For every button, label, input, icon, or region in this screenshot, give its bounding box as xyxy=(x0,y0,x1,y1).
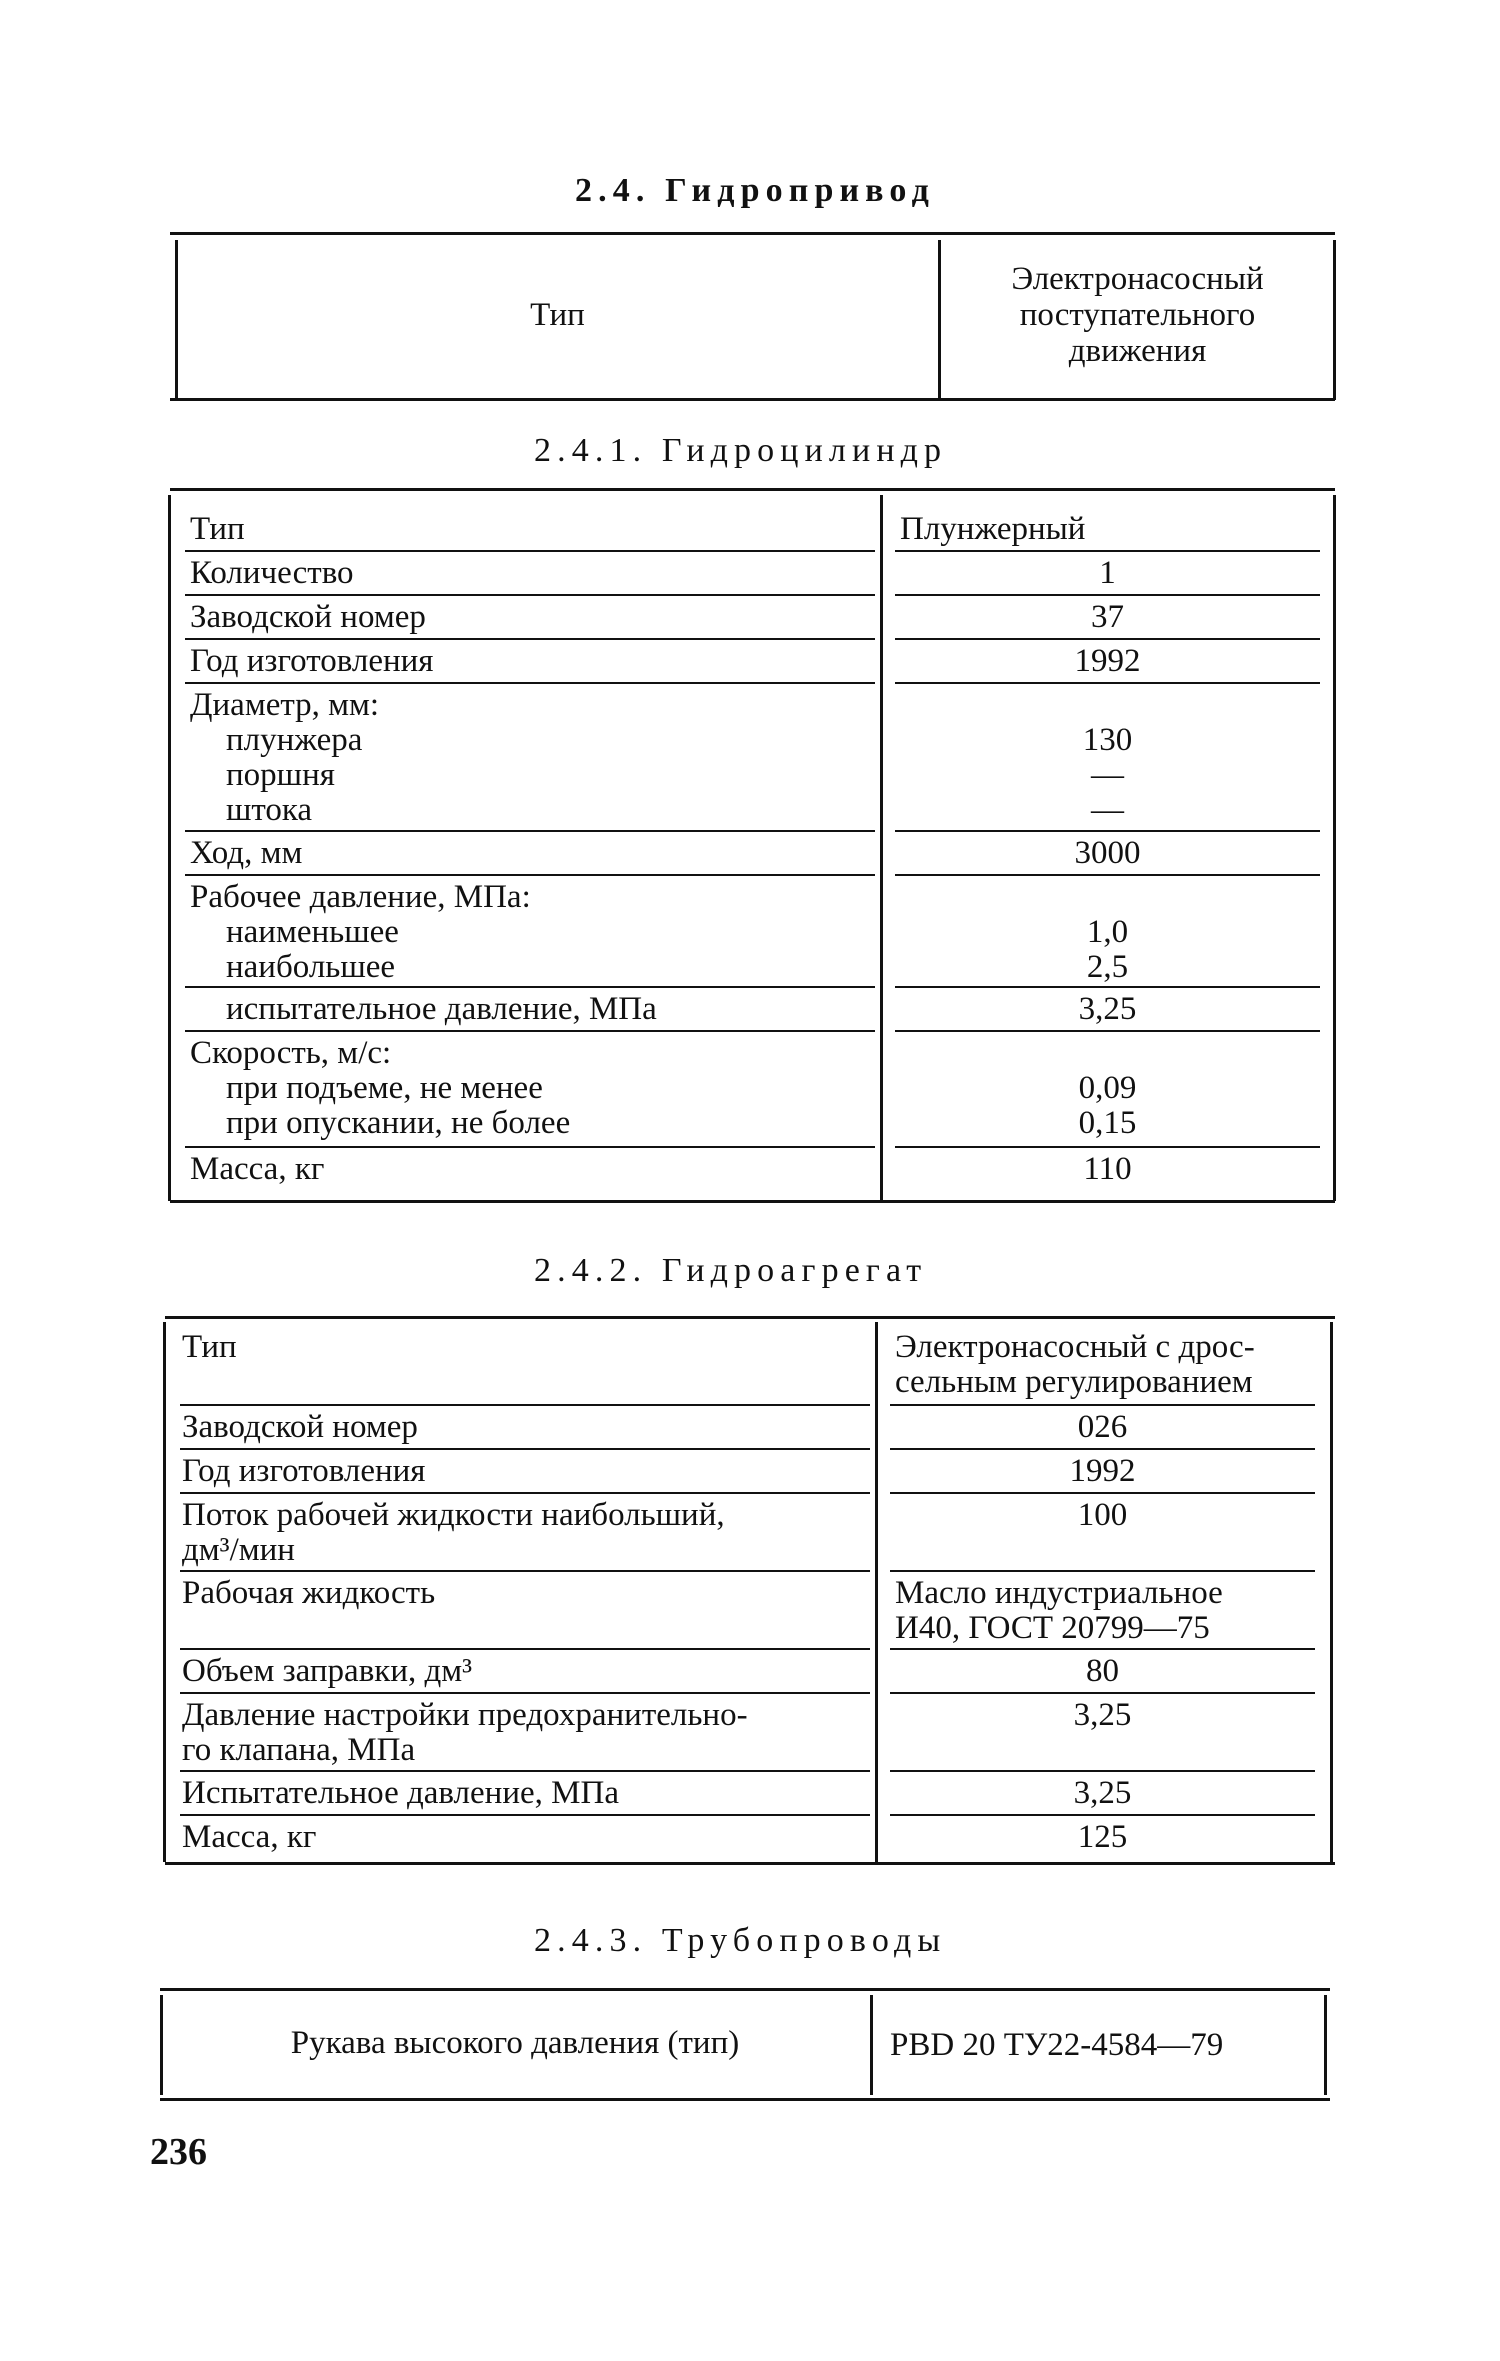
row-diameter-rod-value: — xyxy=(1091,792,1124,828)
row-test-pressure-value: 3,25 xyxy=(1078,991,1137,1027)
unit-mass-label: Масса, кг xyxy=(182,1819,317,1855)
row-serial-value: 37 xyxy=(1091,599,1124,635)
row-diameter-label: Диаметр, мм: xyxy=(190,687,380,723)
row-diameter-piston: поршня xyxy=(226,757,335,793)
unit-serial-label: Заводской номер xyxy=(182,1409,418,1445)
unit-mass-value: 125 xyxy=(1077,1819,1128,1855)
row-mass-label: Масса, кг xyxy=(190,1151,325,1187)
unit-volume-label: Объем заправки, дм³ xyxy=(182,1653,473,1689)
cell-type-label: Тип xyxy=(530,297,585,333)
unit-relief-label-line2: го клапана, МПа xyxy=(182,1732,416,1768)
row-stroke-label: Ход, мм xyxy=(190,835,303,871)
row-speed-up-value: 0,09 xyxy=(1078,1070,1137,1106)
row-year-label: Год изготовления xyxy=(190,643,434,679)
unit-test-pressure-value: 3,25 xyxy=(1073,1775,1132,1811)
unit-year-label: Год изготовления xyxy=(182,1453,426,1489)
unit-relief-value: 3,25 xyxy=(1073,1697,1132,1733)
row-test-pressure-label: испытательное давление, МПа xyxy=(226,991,657,1027)
row-pressure-min-value: 1,0 xyxy=(1086,914,1129,950)
row-speed-down: при опускании, не более xyxy=(226,1105,571,1141)
row-diameter-piston-value: — xyxy=(1091,757,1124,793)
unit-year-value: 1992 xyxy=(1069,1453,1136,1489)
row-pressure-max: наибольшее xyxy=(226,949,396,985)
unit-volume-value: 80 xyxy=(1086,1653,1119,1689)
page-number: 236 xyxy=(150,2131,207,2173)
pipeline-label: Рукава высокого давления (тип) xyxy=(290,2025,740,2061)
cell-type-value-line2: поступательного xyxy=(1019,297,1256,333)
row-stroke-value: 3000 xyxy=(1074,835,1141,871)
row-pressure-min: наименьшее xyxy=(226,914,399,950)
row-speed-down-value: 0,15 xyxy=(1078,1105,1137,1141)
pipeline-value: PBD 20 ТУ22-4584—79 xyxy=(890,2027,1224,2063)
unit-fluid-value-line2: И40, ГОСТ 20799—75 xyxy=(895,1610,1210,1646)
unit-fluid-label: Рабочая жидкость xyxy=(182,1575,436,1611)
unit-test-pressure-label: Испытательное давление, МПа xyxy=(182,1775,619,1811)
row-type-value: Плунжерный xyxy=(900,511,1086,547)
cell-type-value-line3: движения xyxy=(1068,333,1207,369)
row-diameter-plunger-value: 130 xyxy=(1082,722,1133,758)
unit-serial-value: 026 xyxy=(1077,1409,1128,1445)
row-serial-label: Заводской номер xyxy=(190,599,426,635)
row-speed-up: при подъеме, не менее xyxy=(226,1070,543,1106)
row-diameter-rod: штока xyxy=(226,792,313,828)
section-title-2-4: 2.4. Гидропривод xyxy=(575,172,935,209)
section-title-2-4-2: 2.4.2. Гидроагрегат xyxy=(534,1252,928,1289)
row-count-label: Количество xyxy=(190,555,354,591)
unit-type-value-line2: сельным регулированием xyxy=(895,1364,1253,1400)
row-year-value: 1992 xyxy=(1074,643,1141,679)
row-pressure-label: Рабочее давление, МПа: xyxy=(190,879,531,915)
row-diameter-plunger: плунжера xyxy=(226,722,363,758)
unit-flow-label-line1: Поток рабочей жидкости наибольший, xyxy=(182,1497,725,1533)
row-mass-value: 110 xyxy=(1083,1151,1132,1187)
row-type-label: Тип xyxy=(190,511,245,547)
cell-type-value-line1: Электронасосный xyxy=(1011,261,1264,297)
unit-fluid-value-line1: Масло индустриальное xyxy=(895,1575,1223,1611)
unit-flow-value: 100 xyxy=(1077,1497,1128,1533)
row-speed-label: Скорость, м/с: xyxy=(190,1035,392,1071)
section-title-2-4-1: 2.4.1. Гидроцилиндр xyxy=(534,432,948,469)
unit-flow-label-line2: дм³/мин xyxy=(182,1532,295,1568)
unit-relief-label-line1: Давление настройки предохранительно- xyxy=(182,1697,748,1733)
row-pressure-max-value: 2,5 xyxy=(1086,949,1129,985)
unit-type-value-line1: Электронасосный с дрос- xyxy=(895,1329,1255,1365)
section-title-2-4-3: 2.4.3. Трубопроводы xyxy=(534,1922,947,1959)
row-count-value: 1 xyxy=(1099,555,1116,591)
unit-type-label: Тип xyxy=(182,1329,237,1365)
